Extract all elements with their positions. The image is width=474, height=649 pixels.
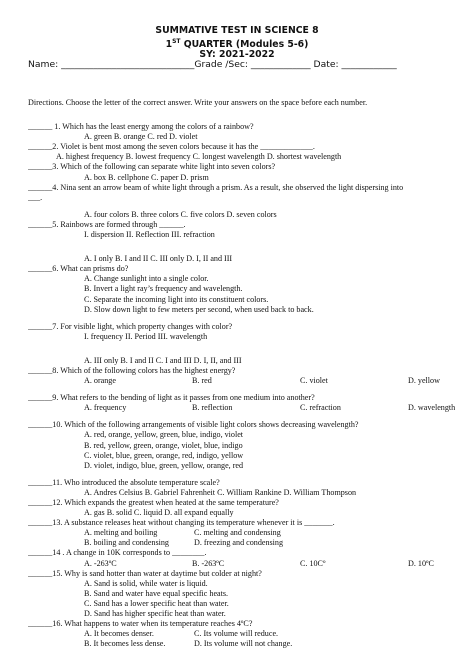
student-info-line: Name: _____________________________Grade /Sec: _____________ Date: ____________ <box>28 59 397 70</box>
question-13-options-bd <box>28 538 464 548</box>
question-9: ______9. What refers to the bending of light as it passes from one medium into another? <box>28 393 315 403</box>
question-10-option-b: B. red, yellow, green, orange, violet, blue, indigo <box>84 440 243 450</box>
answer-choice: B. reflection <box>192 403 233 413</box>
question-11-options: A. Andres Celsius B. Gabriel Fahrenheit C. William Rankine D. William Thompson <box>84 487 357 497</box>
question-13-options-ac <box>28 528 464 538</box>
answer-choice: A. orange <box>84 376 116 386</box>
test-header <box>0 26 474 61</box>
question-10-option-a: A. red, orange, yellow, green, blue, indigo, violet <box>84 430 244 440</box>
answer-choice: B. It becomes less dense. <box>84 639 166 649</box>
question-14: ______14 . A change in 10K corresponds to ________. <box>28 548 207 558</box>
question-9-options <box>28 403 464 413</box>
question-7-statements: I. frequency II. Period III. wavelength <box>84 331 208 341</box>
answer-choice: D. yellow <box>408 376 440 386</box>
question-14-options <box>28 559 464 569</box>
question-7: ______7. For visible light, which property changes with color? <box>28 321 233 331</box>
question-15-option-d: D. Sand has higher specific heat than water. <box>84 609 226 619</box>
question-12: ______12. Which expands the greatest when heated at the same temperature? <box>28 498 279 507</box>
question-2: ______2. Violet is bent most among the seven colors because it has the _____________. <box>28 142 315 152</box>
school-year: SY: 2021-2022 <box>199 49 275 61</box>
question-15-option-b: B. Sand and water have equal specific heats. <box>84 588 229 598</box>
question-5: ______5. Rainbows are formed through ______. <box>28 219 186 229</box>
question-15-option-a: A. Sand is solid, while water is liquid. <box>84 578 208 588</box>
question-15: ______15. Why is sand hotter than water at daytime but colder at night? <box>28 568 262 578</box>
question-6-option-a: A. Change sunlight into a single color. <box>84 274 209 284</box>
answer-choice: B. red <box>192 376 212 386</box>
question-4-continuation: ___. <box>28 192 43 202</box>
question-11: ______11. Who introduced the absolute temperature scale? <box>28 477 220 487</box>
quarter-ordinal: ST <box>172 37 181 45</box>
question-6-option-b: B. Invert a light ray’s frequency and wavelength. <box>84 284 243 294</box>
answer-choice: D. wavelength <box>408 403 456 413</box>
question-10-option-c: C. violet, blue, green, orange, red, indigo, yellow <box>84 450 244 460</box>
question-8-options <box>28 376 464 386</box>
question-16: ______16. What happens to water when its temperature reaches 4ºC? <box>28 619 253 629</box>
question-1-options: A. green B. orange C. red D. violet <box>84 132 198 142</box>
question-4: ______4. Nina sent an arrow beam of white light through a prism. As a result, she observed the light dispersing into <box>28 182 404 192</box>
answer-choice: B. boiling and condensing <box>84 538 169 548</box>
question-3: ______3. Which of the following can separate white light into seven colors? <box>28 162 276 172</box>
answer-choice: A. It becomes denser. <box>84 629 154 639</box>
question-10-option-d: D. violet, indigo, blue, green, yellow, orange, red <box>84 460 244 470</box>
question-10: ______10. Which of the following arrangements of visible light colors shows decreasing wavelength? <box>28 420 359 430</box>
answer-choice: A. -263ºC <box>84 558 117 568</box>
question-7-options: A. III only B. I and II C. I and III D. I, II, and III <box>84 355 242 365</box>
answer-choice: B. -263ºC <box>192 558 225 568</box>
answer-choice: C. refraction <box>300 403 341 413</box>
test-title: SUMMATIVE TEST IN SCIENCE 8 <box>155 25 319 36</box>
answer-choice: D. Its volume will not change. <box>194 639 293 649</box>
question-6-option-d: D. Slow down light to few meters per second, when used back to back. <box>84 304 314 314</box>
answer-choice: C. melting and condensing <box>194 528 281 538</box>
answer-choice: A. frequency <box>84 403 127 413</box>
answer-choice: C. Its volume will reduce. <box>194 629 279 639</box>
quarter-line <box>0 37 474 51</box>
question-4-options: A. four colors B. three colors C. five colors D. seven colors <box>84 209 277 219</box>
question-8: ______8. Which of the following colors has the highest energy? <box>28 365 236 375</box>
question-1: ______ 1. Which has the least energy among the colors of a rainbow? <box>28 122 254 132</box>
answer-choice: C. violet <box>300 376 328 386</box>
question-16-options-bd <box>28 639 464 649</box>
question-16-options-ac <box>28 629 464 639</box>
question-3-options: A. box B. cellphone C. paper D. prism <box>84 172 209 182</box>
question-13: ______13. A substance releases heat without changing its temperature whenever it is _______. <box>28 518 335 528</box>
question-12-options: A. gas B. solid C. liquid D. all expand equally <box>84 508 234 518</box>
answer-choice: D. freezing and condensing <box>194 538 283 548</box>
question-6-option-c: C. Separate the incoming light into its constituent colors. <box>84 294 269 304</box>
question-5-statements: I. dispersion II. Reflection III. refraction <box>84 230 215 240</box>
answer-choice: C. 10Cº <box>300 558 326 568</box>
question-6: ______6. What can prisms do? <box>28 264 129 274</box>
answer-choice: A. melting and boiling <box>84 528 158 538</box>
question-15-option-c: C. Sand has a lower specific heat than water. <box>84 598 229 608</box>
quarter-number: 1 <box>165 38 173 50</box>
question-5-options: A. I only B. I and II C. III only D. I, II and III <box>84 254 233 264</box>
answer-choice: D. 10ºC <box>408 558 434 568</box>
test-body <box>28 98 464 649</box>
quarter-text: QUARTER (Modules 5-6) <box>180 38 309 50</box>
directions: Directions. Choose the letter of the correct answer. Write your answers on the space before each number. <box>28 98 368 107</box>
question-2-options: A. highest frequency B. lowest frequency C. longest wavelength D. shortest wavelength <box>56 152 342 162</box>
